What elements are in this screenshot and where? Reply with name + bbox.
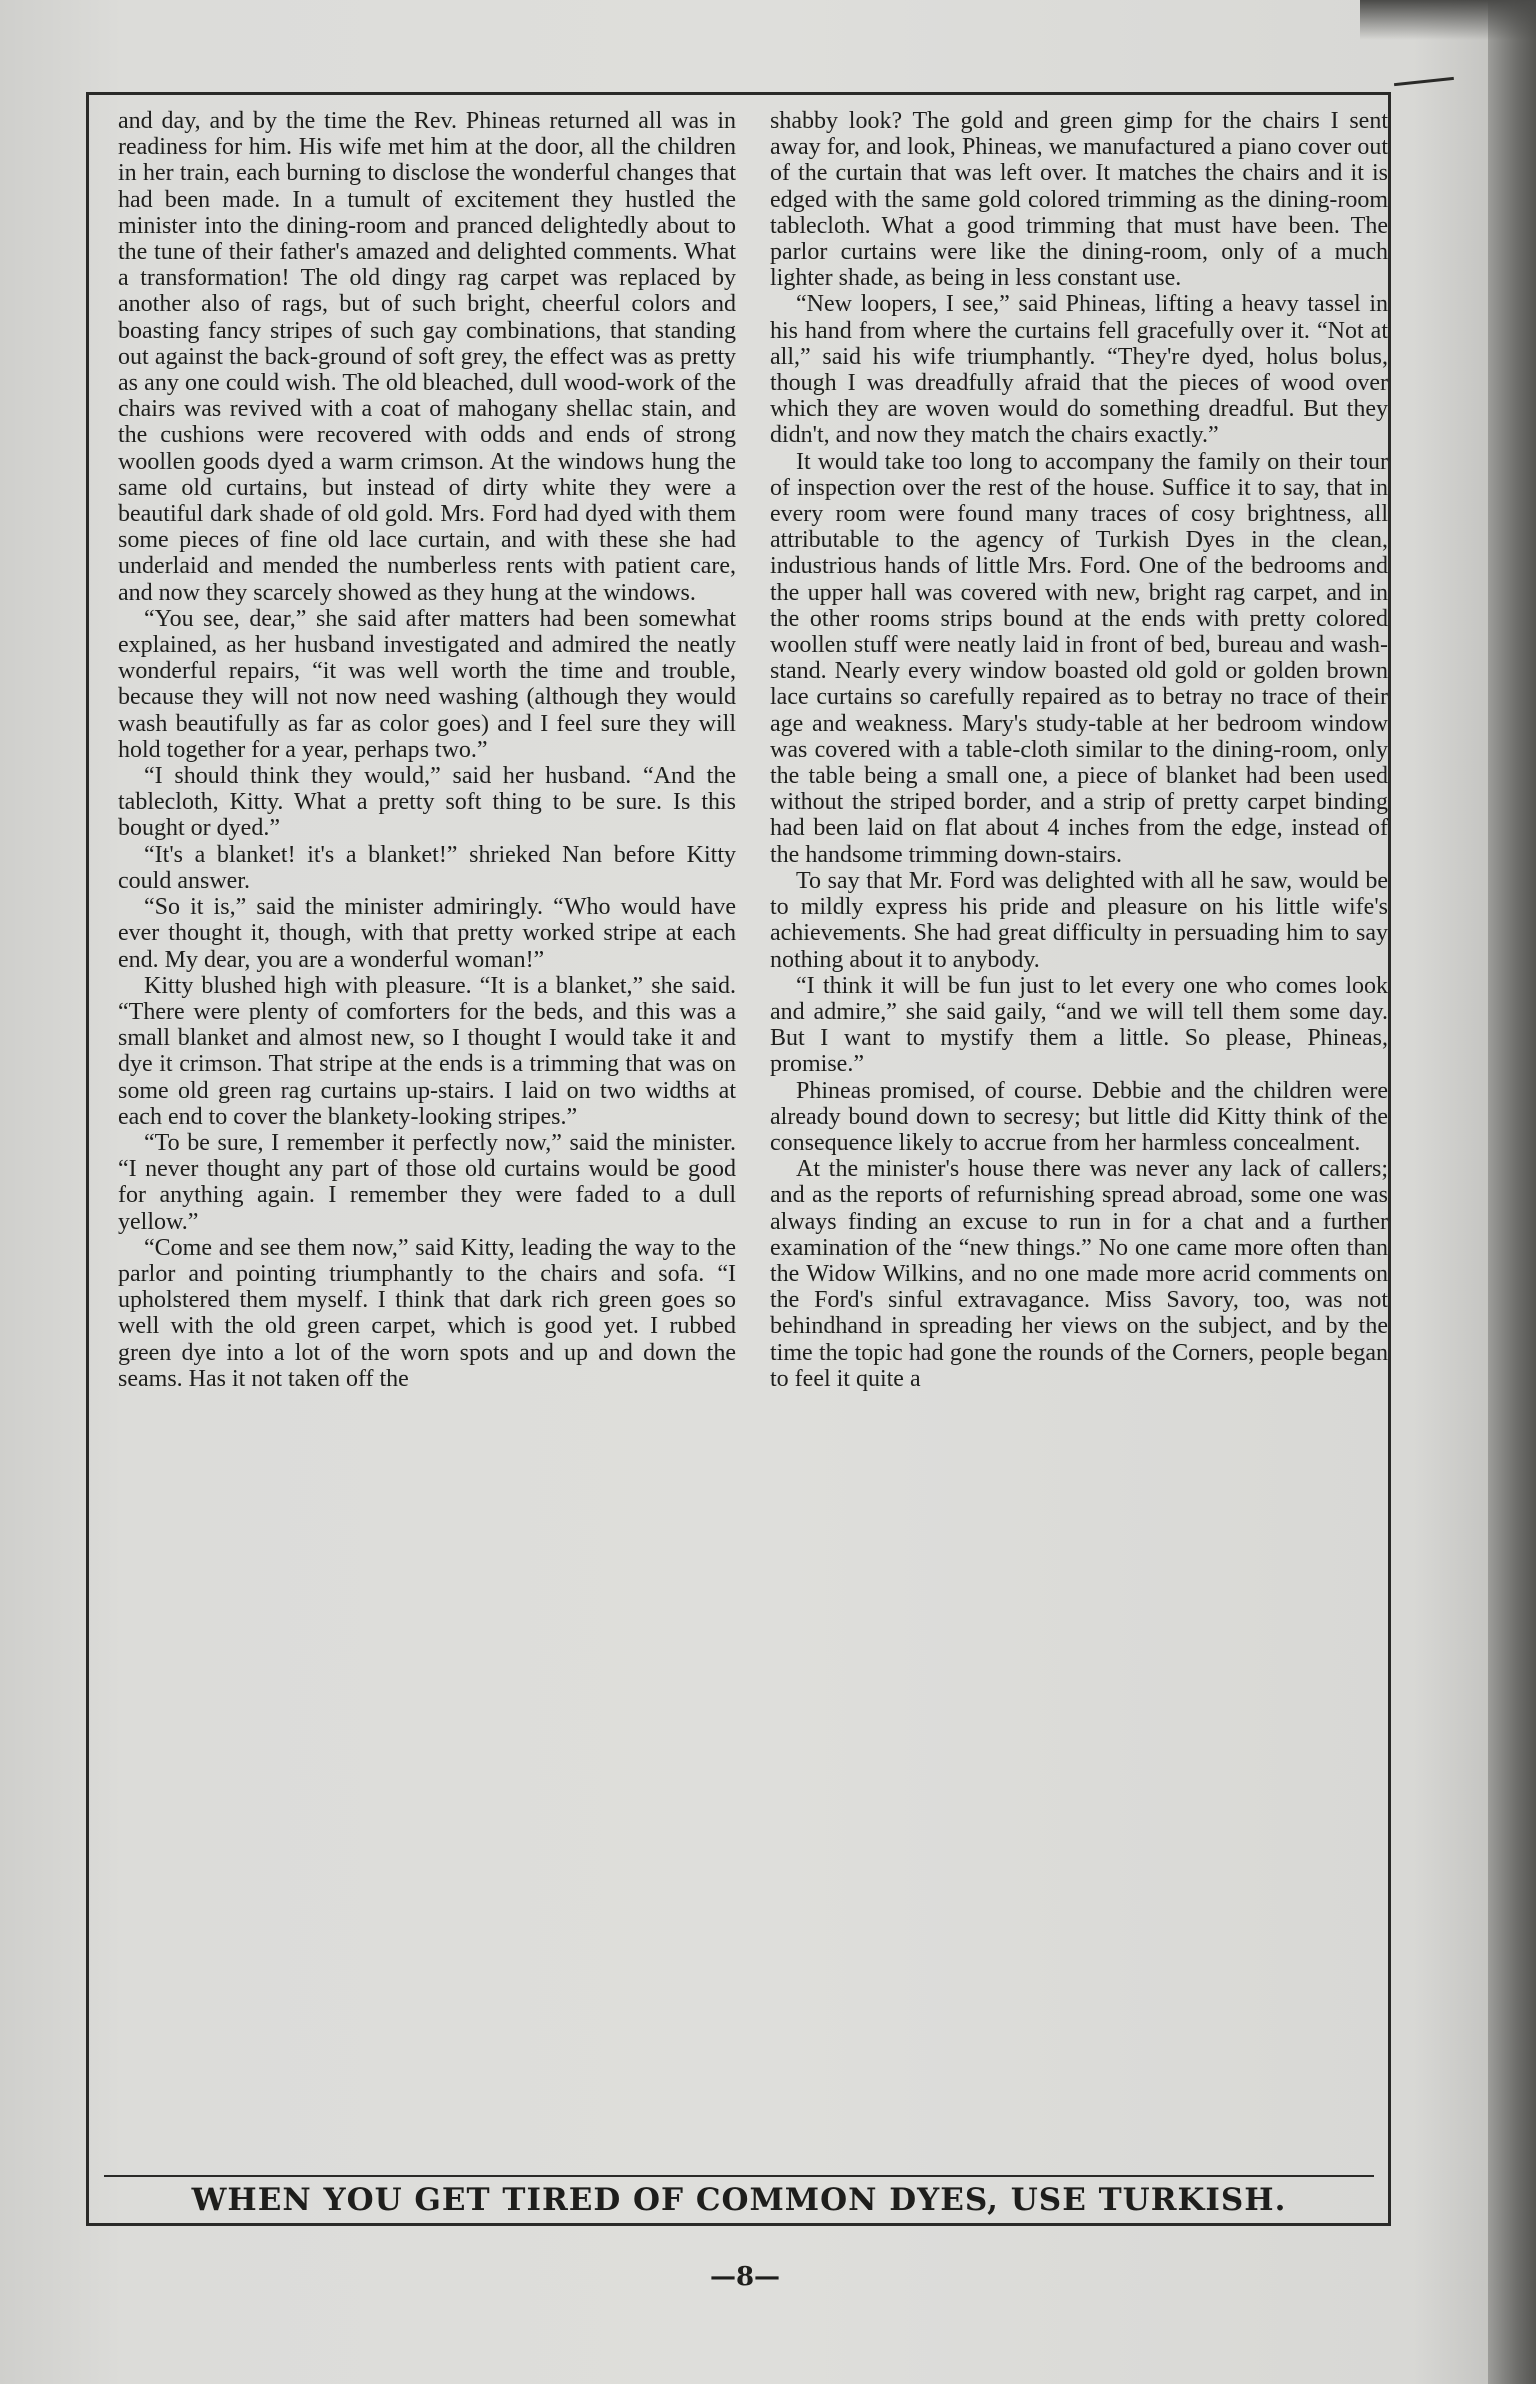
right-text-column	[770, 108, 1388, 2163]
paragraph: “To be sure, I remember it perfectly now,” said the minister. “I never thought any part of those old curtains would be good for anything again. I remember they were faded to a dull yellow.”	[118, 1129, 736, 1235]
footer-slogan: WHEN YOU GET TIRED OF COMMON DYES, USE TURKISH.	[191, 2182, 1287, 2218]
paragraph: shabby look? The gold and green gimp for the chairs I sent away for, and look, Phineas, we manufactured a piano cover out of the curtain that was left over. It matches the chairs and it is edged with the same gold colored trimming as the dining-room tablecloth. What a good trimming that must have been. The parlor curtains were like the dining-room, only of a much lighter shade, as being in less constant use.	[770, 108, 1388, 292]
paragraph: At the minister's house there was never any lack of callers; and as the reports of refurnishing spread abroad, some one was always finding an excuse to run in for a chat and a further examination of the “new things.” No one came more often than the Widow Wilkins, and no one made more acrid comments on the Ford's sinful extravagance. Miss Savory, too, was not behindhand in spreading her views on the subject, and by the time the topic had gone the rounds of the Corners, people began to feel it quite a	[770, 1156, 1388, 1392]
paragraph: It would take too long to accompany the family on their tour of inspection over the rest of the house. Suffice it to say, that in every room were found many traces of cosy brightness, all attributable to the agency of Turkish Dyes in the clean, industrious hands of little Mrs. Ford. One of the bedrooms and the upper hall was covered with new, bright rag carpet, and in the other rooms strips bound at the ends with pretty colored woollen stuff were neatly laid in front of bed, bureau and wash-stand. Nearly every window boasted old gold or golden brown lace curtains so carefully repaired as to betray no trace of their age and weakness. Mary's study-table at her bedroom window was covered with a table-cloth similar to the dining-room, only the table being a small one, a piece of blanket had been used without the striped border, and a strip of pretty carpet binding had been laid on flat about 4 inches from the edge, instead of the handsome trimming down-stairs.	[770, 448, 1388, 868]
page-number: —8—	[709, 2262, 781, 2292]
paragraph: “You see, dear,” she said after matters had been somewhat explained, as her husband investigated and admired the neatly wonderful repairs, “it was well worth the time and trouble, because they will not now need washing (although they would wash beautifully as far as color goes) and I feel sure they will hold together for a year, perhaps two.”	[118, 605, 736, 763]
paragraph: “So it is,” said the minister admiringly. “Who would have ever thought it, though, with that pretty worked stripe at each end. My dear, you are a wonderful woman!”	[118, 894, 736, 973]
paragraph: Kitty blushed high with pleasure. “It is a blanket,” she said. “There were plenty of comforters for the beds, and this was a small blanket and almost new, so I thought I would take it and dye it crimson. That stripe at the ends is a trimming that was on some old green rag curtains up-stairs. I laid on two widths at each end to cover the blankety-looking stripes.”	[118, 972, 736, 1130]
binding-shadow	[1488, 0, 1536, 2384]
paragraph: “I think it will be fun just to let every one who comes look and admire,” she said gaily, “and we will tell them some day. But I want to mystify them a little. So please, Phineas, promise.”	[770, 972, 1388, 1078]
paragraph: To say that Mr. Ford was delighted with all he saw, would be to mildly express his pride and pleasure on his little wife's achievements. She had great difficulty in persuading him to say nothing about it to anybody.	[770, 867, 1388, 973]
paragraph: “Come and see them now,” said Kitty, leading the way to the parlor and pointing triumphantly to the chairs and sofa. “I upholstered them myself. I think that dark rich green goes so well with the old green carpet, which is good yet. I rubbed green dye into a lot of the worn spots and up and down the seams. Has it not taken off the	[118, 1234, 736, 1392]
slogan-divider	[104, 2175, 1374, 2177]
page-edge-shadow	[1360, 0, 1536, 40]
paragraph: and day, and by the time the Rev. Phineas returned all was in readiness for him. His wife met him at the door, all the children in her train, each burning to disclose the wonderful changes that had been made. In a tumult of excitement they hustled the minister into the dining-room and pranced delightedly about to the tune of their father's amazed and delighted comments. What a transformation! The old dingy rag carpet was replaced by another also of rags, but of such bright, cheerful colors and boasting fancy stripes of such gay combinations, that standing out against the back-ground of soft grey, the effect was as pretty as any one could wish. The old bleached, dull wood-work of the chairs was revived with a coat of mahogany shellac stain, and the cushions were recovered with odds and ends of strong woollen goods dyed a warm crimson. At the windows hung the same old curtains, but instead of dirty white they were a beautiful dark shade of old gold. Mrs. Ford had dyed with them some pieces of fine old lace curtain, and with these she had underlaid and mended the numberless rents with patient care, and now they scarcely showed as they hung at the windows.	[118, 108, 736, 606]
paragraph: Phineas promised, of course. Debbie and the children were already bound down to secresy; but little did Kitty think of the consequence likely to accrue from her harmless concealment.	[770, 1077, 1388, 1156]
paragraph: “I should think they would,” said her husband. “And the tablecloth, Kitty. What a pretty soft thing to be sure. Is this bought or dyed.”	[118, 763, 736, 842]
left-text-column	[118, 108, 736, 2163]
paragraph: “New loopers, I see,” said Phineas, lifting a heavy tassel in his hand from where the curtains fell gracefully over it. “Not at all,” said his wife triumphantly. “They're dyed, holus bolus, though I was dreadfully afraid that the pieces of wood over which they are woven would do something dreadful. But they didn't, and now they match the chairs exactly.”	[770, 291, 1388, 449]
paragraph: “It's a blanket! it's a blanket!” shrieked Nan before Kitty could answer.	[118, 841, 736, 894]
frame-corner-mark	[1394, 77, 1456, 106]
